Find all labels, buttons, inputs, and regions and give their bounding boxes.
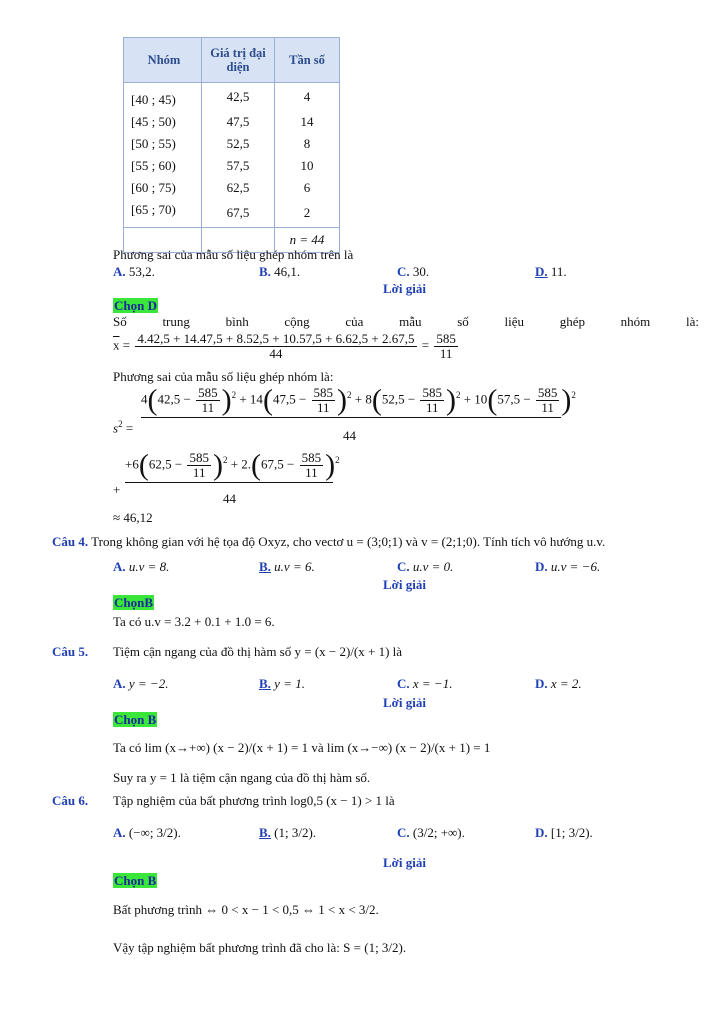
q4-label: Câu 4.	[52, 534, 89, 549]
value-cell: 62,5	[202, 177, 275, 199]
table-row	[124, 83, 340, 112]
q6-option-a[interactable]: A. (−∞; 3/2).	[113, 825, 181, 840]
group-cell: [45 ; 50)	[124, 111, 202, 133]
group-cell: [55 ; 60)	[124, 155, 202, 177]
q5-chosen-answer: Chọn B	[114, 712, 157, 727]
q6-option-d[interactable]: D. [1; 3/2).	[535, 825, 593, 840]
group-cell: [40 ; 45)	[124, 83, 202, 112]
q5-option-b[interactable]: B. y = 1.	[259, 676, 305, 691]
mean-denominator: 44	[269, 346, 283, 361]
q4-option-c[interactable]: C. u.v = 0.	[397, 559, 454, 574]
value-cell: 42,5	[202, 83, 275, 112]
q3-option-c[interactable]: C. 30.	[397, 264, 430, 279]
q6-option-c[interactable]: C. (3/2; +∞).	[397, 825, 465, 840]
q4-solution-title: Lời giải	[383, 577, 426, 592]
q5-option-d[interactable]: D. x = 2.	[535, 676, 582, 691]
q3-mean-intro: Số trung bình cộng của mẫu số liệu ghép nhóm là:	[113, 314, 699, 329]
freq-cell: 10	[275, 155, 340, 177]
total-cell: n = 44	[275, 228, 340, 253]
freq-cell: 2	[275, 199, 340, 228]
q3-mean-formula: $\overline{x}$ = $\frac{4.42,5 + 14.47,5 + 8.52,5 + 10.57,5 + 6.62,5 + 2.67,5}{44}$ = $\frac{585}{11}$	[113, 331, 456, 361]
q4-chosen-answer: ChọnB	[114, 595, 154, 610]
q4-stem: Trong không gian với hệ tọa độ Oxyz, cho vectơ u = (3;0;1) và v = (2;1;0). Tính tích vô hướng u.v.	[91, 534, 606, 549]
table-row	[124, 199, 340, 228]
header-representative-value: Giá trị đại diện	[202, 38, 275, 83]
freq-cell: 14	[275, 111, 340, 133]
mean-result-numerator: 585	[436, 331, 456, 346]
q5-solution-title: Lời giải	[383, 695, 426, 710]
frequency-table	[123, 37, 340, 253]
q6-solution-title: Lời giải	[383, 855, 426, 870]
q3-option-a[interactable]: A. 53,2.	[113, 264, 155, 279]
q3-option-d[interactable]: D. 11.	[535, 264, 567, 279]
q5-work-line2: Suy ra y = 1 là tiệm cận ngang của đồ thị hàm số.	[113, 770, 371, 785]
q5-stem: Tiệm cận ngang của đồ thị hàm số y = (x − 2)/(x + 1) là	[113, 644, 403, 659]
q3-variance-result: ≈ 46,12	[113, 510, 153, 525]
q4-option-a[interactable]: A. u.v = 8.	[113, 559, 170, 574]
q6-work-line2: Vậy tập nghiệm bất phương trình đã cho là: S = (1; 3/2).	[113, 940, 407, 955]
q3-chosen-answer: Chọn D	[114, 298, 157, 313]
q4-question	[52, 534, 712, 550]
table-row	[124, 111, 340, 133]
q5-option-c[interactable]: C. x = −1.	[397, 676, 453, 691]
q5-option-a[interactable]: A. y = −2.	[113, 676, 169, 691]
freq-cell: 6	[275, 177, 340, 199]
mean-result-denominator: 11	[439, 346, 453, 361]
q4-option-b[interactable]: B. u.v = 6.	[259, 559, 315, 574]
q3-variance-intro: Phương sai của mẫu số liệu ghép nhóm là:	[113, 369, 334, 384]
q5-label: Câu 5.	[52, 644, 89, 659]
q4-work: Ta có u.v = 3.2 + 0.1 + 1.0 = 6.	[113, 614, 275, 629]
q3-stem: Phương sai của mẫu số liệu ghép nhóm trên là	[113, 247, 354, 262]
q6-option-b[interactable]: B. (1; 3/2).	[259, 825, 317, 840]
freq-cell: 8	[275, 133, 340, 155]
table-row	[124, 177, 340, 199]
group-cell: [60 ; 75)	[124, 177, 202, 199]
header-frequency: Tần số	[275, 38, 340, 83]
q6-work-line1: Bất phương trình ⇔ 0 < x − 1 < 0,5 ⇔ 1 < x < 3/2.	[113, 902, 379, 917]
table-row	[124, 155, 340, 177]
value-cell: 57,5	[202, 155, 275, 177]
group-cell: [50 ; 55)	[124, 133, 202, 155]
value-cell: 47,5	[202, 111, 275, 133]
q5-work-line1: Ta có lim (x→+∞) (x − 2)/(x + 1) = 1 và lim (x→−∞) (x − 2)/(x + 1) = 1	[113, 740, 491, 755]
q3-solution-title: Lời giải	[383, 281, 426, 296]
frequency-table-wrap	[123, 37, 340, 253]
freq-cell: 4	[275, 83, 340, 112]
q4-option-d[interactable]: D. u.v = −6.	[535, 559, 601, 574]
q6-stem: Tập nghiệm của bất phương trình log0,5 (x − 1) > 1 là	[113, 793, 395, 808]
value-cell: 67,5	[202, 199, 275, 228]
value-cell: 52,5	[202, 133, 275, 155]
q6-chosen-answer: Chọn B	[114, 873, 157, 888]
mean-numerator: 4.42,5 + 14.47,5 + 8.52,5 + 10.57,5 + 6.62,5 + 2.67,5	[137, 331, 415, 346]
table-row	[124, 133, 340, 155]
header-group: Nhóm	[124, 38, 202, 83]
q6-label: Câu 6.	[52, 793, 89, 808]
q3-option-b[interactable]: B. 46,1.	[259, 264, 301, 279]
group-cell: [65 ; 70)	[124, 199, 202, 228]
